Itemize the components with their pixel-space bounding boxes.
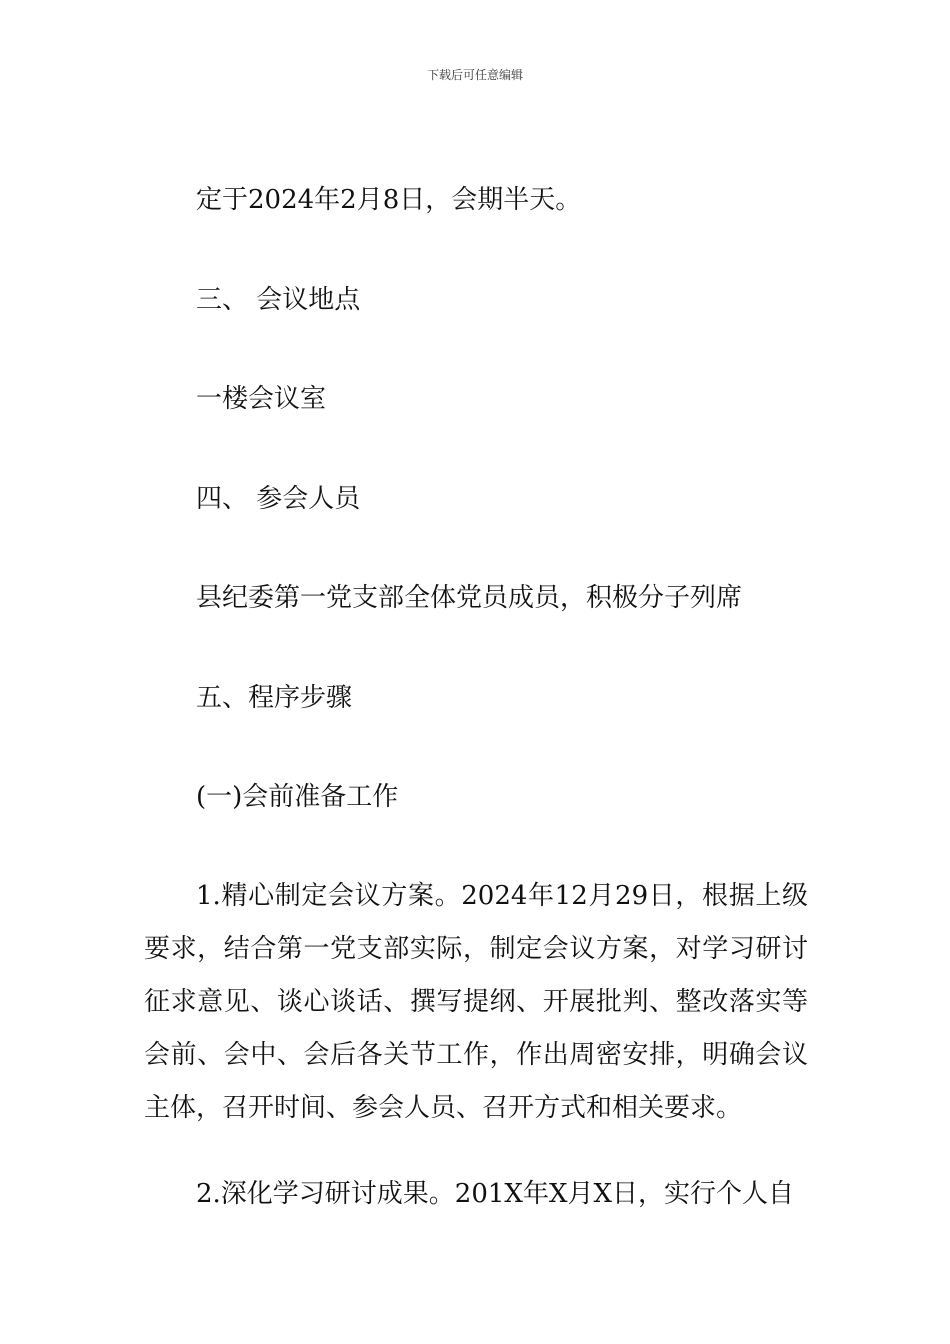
item-1-paragraph: 1.精心制定会议方案。2024年12月29日，根据上级要求，结合第一党支部实际，制定会议方案，对学习研讨征求意见、谈心谈话、撰写提纲、开展批判、整改落实等会前、会中、会后各关节工作，作出周密安排，明确会议主体，召开时间、参会人员、召开方式和相关要求。 <box>144 881 808 1123</box>
section-5-heading: 五、程序步骤 <box>196 683 353 713</box>
meeting-date-text: 定于2024年2月8日，会期半天。 <box>196 185 582 215</box>
item-2-paragraph: 2.深化学习研讨成果。201X年X月X日，实行个人自 <box>196 1179 794 1209</box>
subsection-1-heading: (一)会前准备工作 <box>196 782 399 812</box>
page-header: 下载后可任意编辑 <box>426 68 523 82</box>
section-4-heading: 四、 参会人员 <box>196 484 361 514</box>
meeting-location-text: 一楼会议室 <box>196 384 327 414</box>
section-3-heading: 三、 会议地点 <box>196 285 361 315</box>
attendees-text: 县纪委第一党支部全体党员成员，积极分子列席 <box>196 583 743 613</box>
